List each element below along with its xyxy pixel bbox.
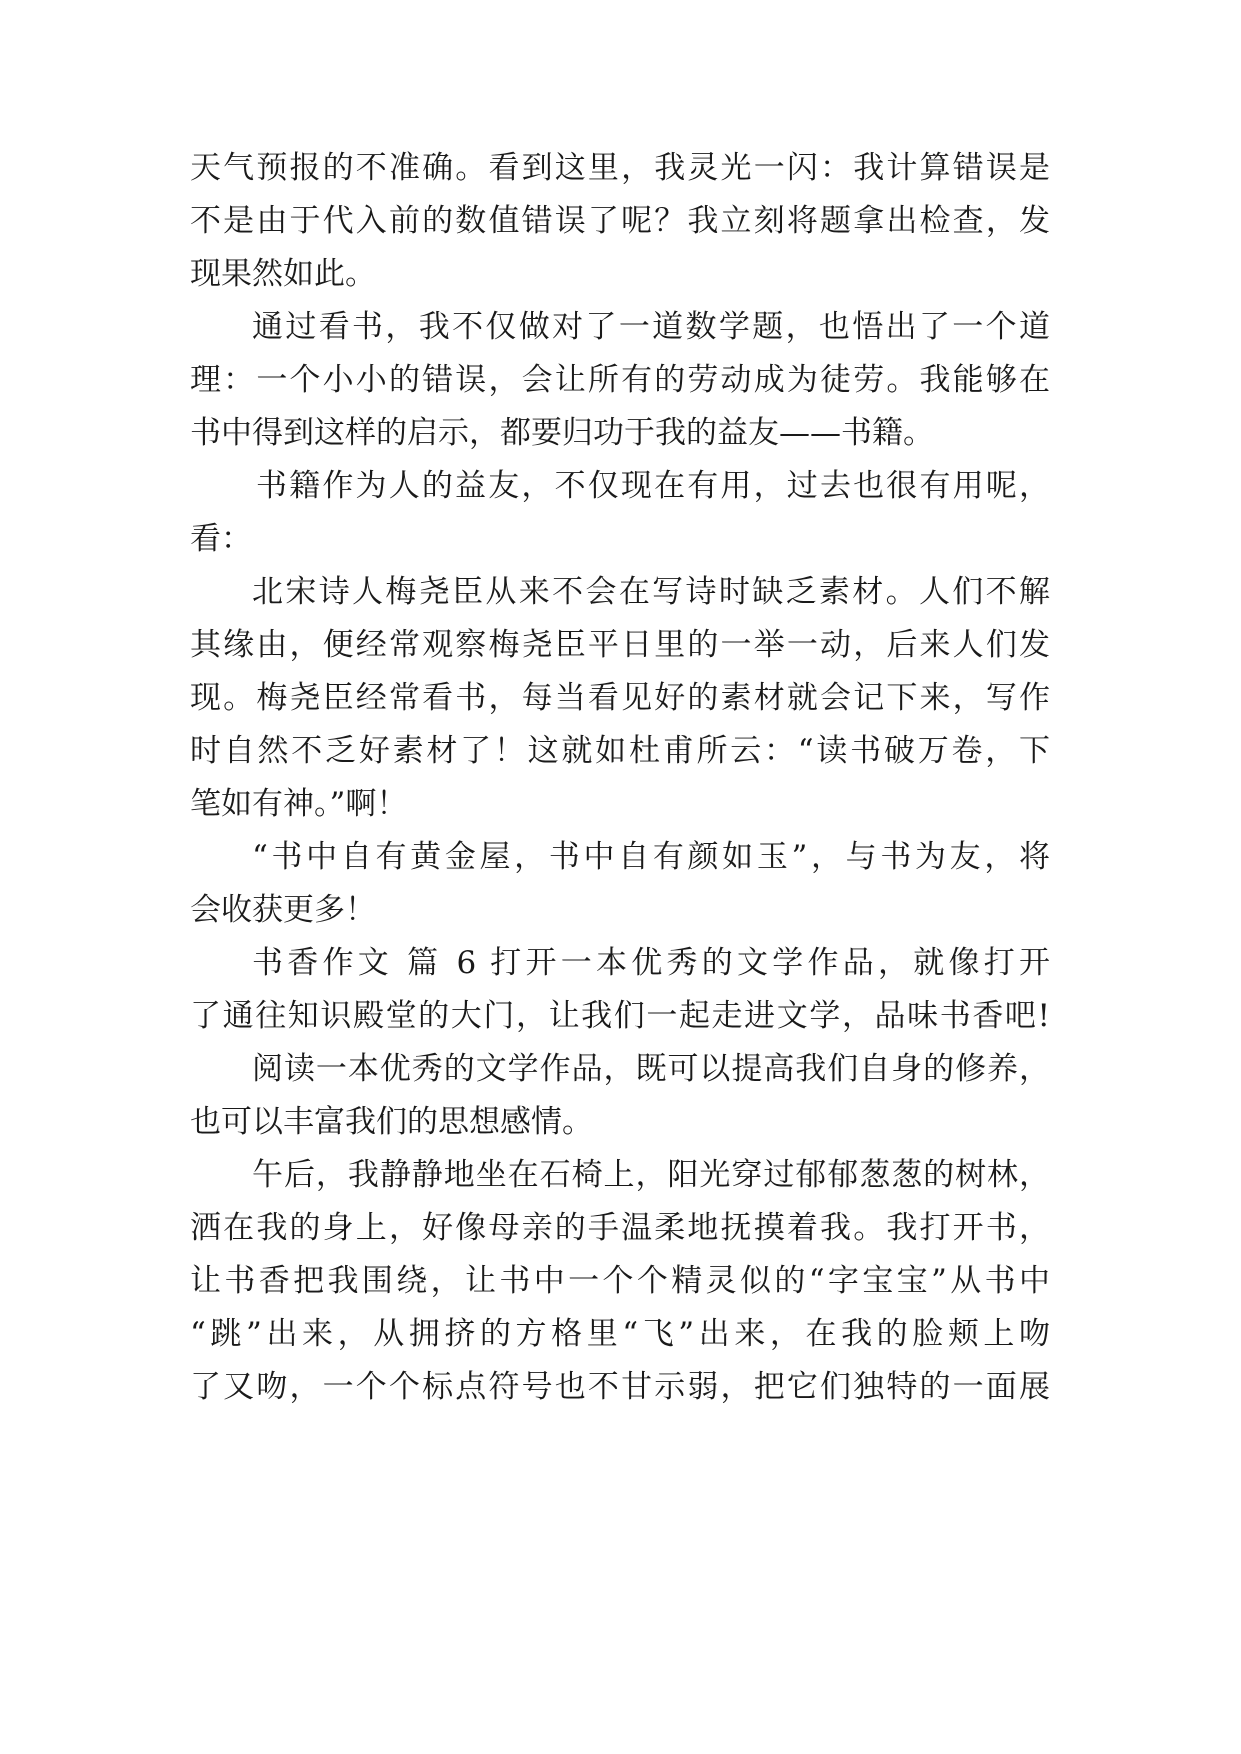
text-line: 不是由于代入前的数值错误了呢？我立刻将题拿出检查，发 [190,203,1050,239]
text-line: 其缘由，便经常观察梅尧臣平日里的一举一动，后来人们发 [190,627,1050,663]
text-line: 也可以丰富我们的思想感情。 [190,1104,593,1140]
text-line: 现果然如此。 [190,256,376,292]
text-line: 北宋诗人梅尧臣从来不会在写诗时缺乏素材。人们不解 [252,574,1050,610]
text-line: 洒在我的身上，好像母亲的手温柔地抚摸着我。我打开书， [190,1210,1050,1246]
text-line: 天气预报的不准确。看到这里，我灵光一闪：我计算错误是 [190,150,1050,186]
text-line: 通过看书，我不仅做对了一道数学题，也悟出了一个道 [252,309,1050,345]
text-line: “书中自有黄金屋，书中自有颜如玉”，与书为友，将 [252,839,1050,875]
text-line: 午后，我静静地坐在石椅上，阳光穿过郁郁葱葱的树林， [252,1157,1050,1193]
text-line: 笔如有神。”啊！ [190,786,408,822]
text-line: 了通往知识殿堂的大门，让我们一起走进文学，品味书香吧! [190,998,1050,1034]
text-line: 看： [190,521,252,557]
section-heading-line: 书香作文 篇 6 打开一本优秀的文学作品，就像打开 [252,945,1050,981]
text-line: 让书香把我围绕，让书中一个个精灵似的“字宝宝”从书中 [190,1263,1050,1299]
text-line: 了又吻，一个个标点符号也不甘示弱，把它们独特的一面展 [190,1369,1050,1405]
text-line: 会收获更多！ [190,892,376,928]
text-line: 时自然不乏好素材了！这就如杜甫所云：“读书破万卷，下 [190,733,1050,769]
text-line: 书籍作为人的益友，不仅现在有用，过去也很有用呢， [256,468,1050,504]
text-line: 书中得到这样的启示，都要归功于我的益友——书籍。 [190,415,934,451]
text-line: “跳”出来，从拥挤的方格里“飞”出来，在我的脸颊上吻 [190,1316,1050,1352]
text-line: 现。梅尧臣经常看书，每当看见好的素材就会记下来，写作 [190,680,1050,716]
text-line: 理：一个小小的错误，会让所有的劳动成为徒劳。我能够在 [190,362,1050,398]
text-line: 阅读一本优秀的文学作品，既可以提高我们自身的修养， [252,1051,1050,1087]
